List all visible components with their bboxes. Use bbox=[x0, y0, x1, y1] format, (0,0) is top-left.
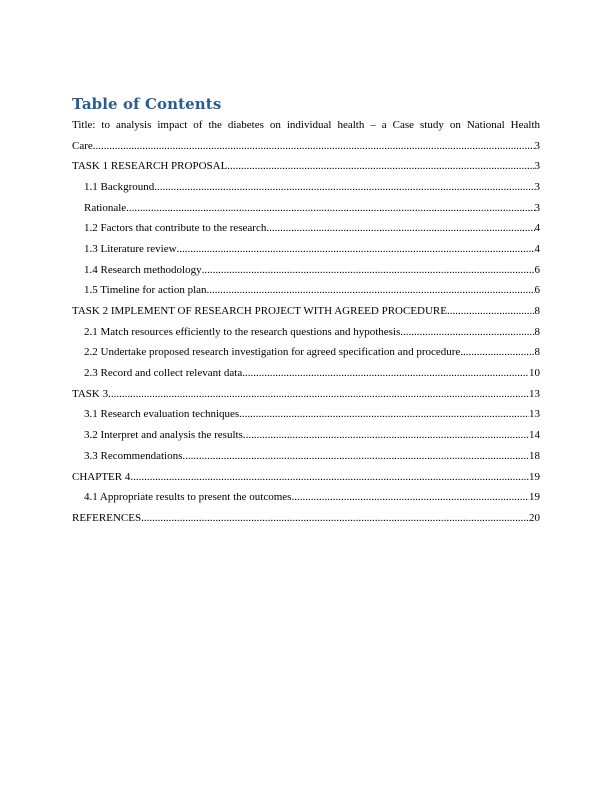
toc-page-number: 8 bbox=[534, 325, 540, 338]
toc-entry[interactable] bbox=[72, 404, 540, 425]
toc-entry[interactable] bbox=[72, 508, 540, 529]
dot-leader bbox=[400, 322, 534, 343]
toc-entry-label: REFERENCES bbox=[72, 511, 142, 524]
dot-leader bbox=[154, 177, 534, 198]
toc-page-number: 18 bbox=[529, 449, 540, 462]
toc-entry[interactable] bbox=[72, 425, 540, 446]
dot-leader bbox=[447, 301, 535, 322]
dot-leader bbox=[177, 239, 535, 260]
toc-page-number: 19 bbox=[529, 470, 540, 483]
dot-leader bbox=[460, 342, 534, 363]
toc-entry-label: TASK 3 bbox=[72, 387, 109, 400]
toc-page-number: 19 bbox=[529, 491, 540, 504]
toc-entry-label: 3.3 Recommendations bbox=[84, 449, 183, 462]
dot-leader bbox=[108, 384, 529, 405]
toc-entry-label: 1.1 Background bbox=[84, 180, 155, 193]
toc-entry[interactable] bbox=[72, 156, 540, 177]
toc-entry[interactable] bbox=[72, 280, 540, 301]
toc-title-line1: Title: to analysis impact of the diabetes on individual health – a Case study on National Health bbox=[72, 119, 540, 131]
toc-entry-label: 3.1 Research evaluation techniques bbox=[84, 408, 240, 421]
toc-entry-label: 2.3 Record and collect relevant data bbox=[84, 367, 243, 380]
table-of-contents bbox=[72, 94, 540, 529]
dot-leader bbox=[141, 508, 529, 529]
dot-leader bbox=[239, 404, 529, 425]
toc-entry-label: 1.2 Factors that contribute to the research bbox=[84, 222, 267, 235]
dot-leader bbox=[130, 467, 529, 488]
toc-page-number: 14 bbox=[529, 429, 540, 442]
dot-leader bbox=[182, 446, 529, 467]
toc-page-number: 8 bbox=[534, 346, 540, 359]
toc-page-number: 3 bbox=[534, 139, 540, 152]
toc-entry[interactable] bbox=[72, 177, 540, 198]
toc-entry-title[interactable] bbox=[72, 115, 540, 156]
dot-leader bbox=[207, 280, 535, 301]
toc-entry[interactable] bbox=[72, 384, 540, 405]
toc-entry-label: Rationale bbox=[84, 201, 127, 214]
toc-page-number: 8 bbox=[534, 305, 540, 317]
toc-entry-label: 1.3 Literature review bbox=[84, 242, 177, 255]
toc-heading: Table of Contents bbox=[72, 95, 222, 113]
toc-page-number: 20 bbox=[529, 511, 540, 524]
toc-entry[interactable] bbox=[72, 260, 540, 281]
dot-leader bbox=[202, 260, 535, 281]
toc-entry-label: CHAPTER 4 bbox=[72, 470, 131, 483]
toc-entry[interactable] bbox=[72, 239, 540, 260]
toc-entry[interactable] bbox=[72, 198, 540, 219]
toc-entry-label: 1.5 Timeline for action plan bbox=[84, 284, 207, 297]
dot-leader bbox=[291, 487, 529, 508]
toc-page-number: 4 bbox=[534, 222, 540, 235]
toc-title-line2 bbox=[72, 136, 540, 157]
toc-entry[interactable] bbox=[72, 342, 540, 363]
toc-page-number: 3 bbox=[534, 180, 540, 193]
dot-leader bbox=[126, 198, 534, 219]
toc-entry-label: TASK 2 IMPLEMENT OF RESEARCH PROJECT WITH AGREED PROCEDURE bbox=[72, 305, 447, 317]
toc-entry-label: Care bbox=[72, 139, 93, 152]
toc-entry-label: TASK 1 RESEARCH PROPOSAL bbox=[72, 160, 228, 173]
toc-entry-label: 2.2 Undertake proposed research investigation for agreed specification and procedure bbox=[84, 346, 461, 359]
toc-entry[interactable] bbox=[72, 218, 540, 239]
toc-entry-label: 2.1 Match resources efficiently to the research questions and hypothesis bbox=[84, 325, 401, 338]
toc-entry[interactable] bbox=[72, 446, 540, 467]
toc-entry[interactable] bbox=[72, 301, 540, 322]
toc-entry-label: 3.2 Interpret and analysis the results bbox=[84, 429, 243, 442]
toc-page-number: 4 bbox=[534, 242, 540, 255]
dot-leader bbox=[93, 136, 535, 157]
toc-entry[interactable] bbox=[72, 487, 540, 508]
toc-page-number: 13 bbox=[529, 387, 540, 400]
dot-leader bbox=[242, 363, 529, 384]
toc-page-number: 3 bbox=[534, 201, 540, 214]
toc-page-number: 6 bbox=[534, 284, 540, 297]
toc-entry[interactable] bbox=[72, 363, 540, 384]
toc-page-number: 3 bbox=[534, 160, 540, 173]
toc-entry-label: 1.4 Research methodology bbox=[84, 263, 202, 276]
dot-leader bbox=[243, 425, 529, 446]
toc-entry[interactable] bbox=[72, 322, 540, 343]
toc-page-number: 10 bbox=[529, 367, 540, 380]
dot-leader bbox=[266, 218, 534, 239]
toc-entry-list bbox=[72, 156, 540, 528]
toc-entry-label: 4.1 Appropriate results to present the outcomes bbox=[84, 491, 292, 504]
toc-entry[interactable] bbox=[72, 467, 540, 488]
dot-leader bbox=[227, 156, 534, 177]
toc-page-number: 13 bbox=[529, 408, 540, 421]
toc-page-number: 6 bbox=[534, 263, 540, 276]
